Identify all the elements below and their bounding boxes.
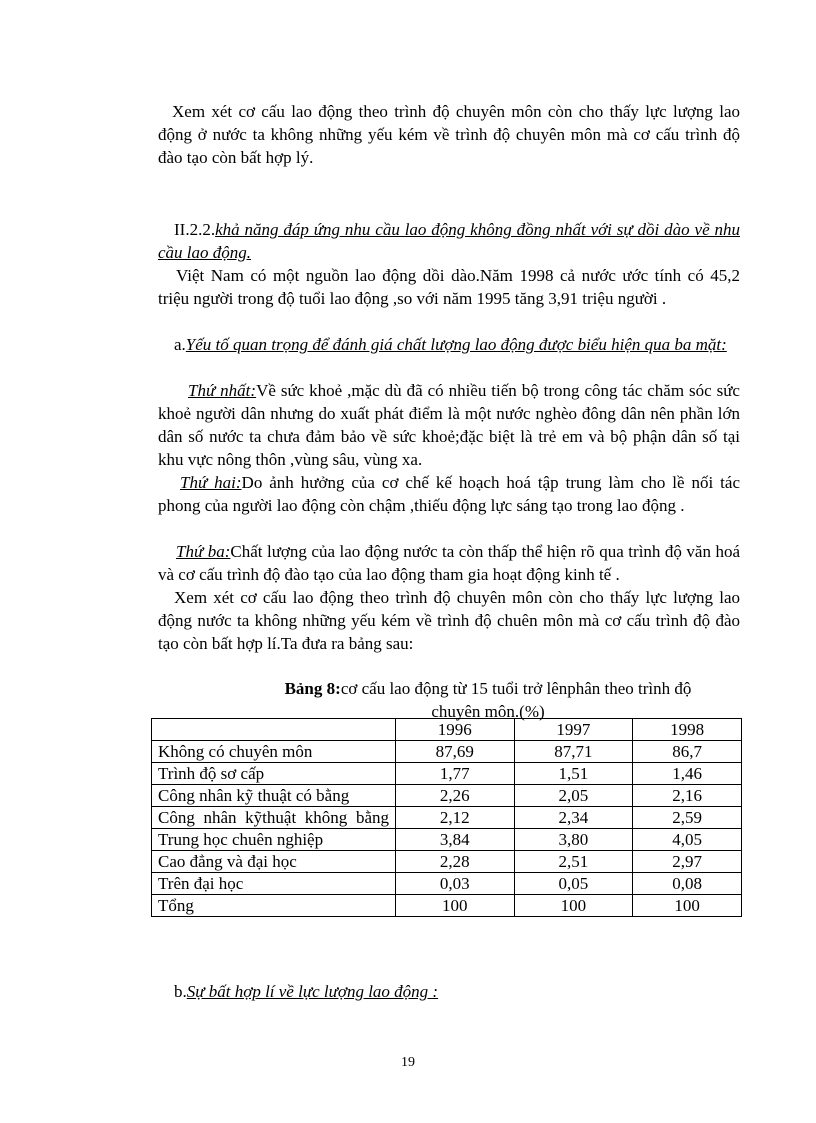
table-cell: 3,84 xyxy=(396,829,515,851)
item-work-style xyxy=(158,471,740,517)
section-title: khả năng đáp ứng nhu cầu lao động không đồng nhất với sự dồi dào về nhu cầu lao động. xyxy=(158,220,740,262)
table-row xyxy=(152,851,742,873)
table-cell: 2,59 xyxy=(633,807,742,829)
table-cell: 2,97 xyxy=(633,851,742,873)
table-cell: 87,71 xyxy=(514,741,633,763)
table-cell: 1,51 xyxy=(514,763,633,785)
table-cell: 1,46 xyxy=(633,763,742,785)
item-work-style-text: Do ảnh hưởng của cơ chế kế hoạch hoá tập trung làm cho lề nối tác phong của người lao động còn chậm ,thiếu động lực sáng tạo trong lao động . xyxy=(158,473,740,515)
paragraph-intro: Xem xét cơ cấu lao động theo trình độ chuyên môn còn cho thấy lực lượng lao động ở nước ta không những yếu kém về trình độ chuyên môn mà cơ cấu trình độ đào tạo còn bất hợp lý. xyxy=(158,102,740,167)
table-cell: 2,12 xyxy=(396,807,515,829)
subheading-a-title: Yếu tố quan trọng để đánh giá chất lượng lao động được biểu hiện qua ba mặt: xyxy=(185,335,727,354)
labor-qualification-table xyxy=(151,718,742,917)
table-cell: 2,26 xyxy=(396,785,515,807)
table-row xyxy=(152,785,742,807)
table-row-label: Trên đại học xyxy=(152,873,396,895)
table-cell: 4,05 xyxy=(633,829,742,851)
table-row-label: Công nhân kỹthuật không bằng xyxy=(152,807,396,829)
table-cell: 0,08 xyxy=(633,873,742,895)
table-row xyxy=(152,763,742,785)
table-caption-label: Bảng 8: xyxy=(284,679,341,698)
table-cell: 2,05 xyxy=(514,785,633,807)
paragraph-table-intro: Xem xét cơ cấu lao động theo trình độ chuyên môn còn cho thấy lực lượng lao động nước ta không những yếu kém về trình độ chuên môn mà cơ cấu trình độ đào tạo còn bất hợp lí.Ta đưa ra bảng sau: xyxy=(158,588,740,653)
table-caption xyxy=(230,677,746,723)
paragraph-labor-supply: Việt Nam có một nguồn lao động dồi dào.Năm 1998 cả nước ước tính có 45,2 triệu người trong độ tuổi lao động ,so với năm 1995 tăng 3,91 triệu người . xyxy=(158,266,740,308)
page-number: 19 xyxy=(401,1055,415,1070)
table-row-label: Trình độ sơ cấp xyxy=(152,763,396,785)
item-quality xyxy=(158,540,740,586)
subheading-b-prefix: b. xyxy=(174,982,187,1001)
table-cell: 86,7 xyxy=(633,741,742,763)
table-header-cell: 1996 xyxy=(396,719,515,741)
table-cell: 87,69 xyxy=(396,741,515,763)
table-header-cell xyxy=(152,719,396,741)
table-cell: 100 xyxy=(514,895,633,917)
table-cell: 100 xyxy=(633,895,742,917)
section-number: II.2.2. xyxy=(174,220,216,239)
table-row xyxy=(152,741,742,763)
table-cell: 2,34 xyxy=(514,807,633,829)
table-header-row xyxy=(152,719,742,741)
table-header-cell: 1997 xyxy=(514,719,633,741)
subheading-b xyxy=(158,980,740,1003)
item-health-label: Thứ nhất: xyxy=(188,381,257,400)
table-row xyxy=(152,829,742,851)
table-cell: 100 xyxy=(396,895,515,917)
section-heading xyxy=(158,218,740,264)
table-row-total xyxy=(152,895,742,917)
item-health-text: Về sức khoẻ ,mặc dù đã có nhiều tiến bộ trong công tác chăm sóc sức khoẻ người dân nhưng do xuất phát điểm là một nước nghèo đông dân nên phần lớn dân số nước ta chưa đảm bảo về sức khoẻ;đặc biệt là trẻ em và bộ phận dân số tại khu vực nông thôn ,vùng sâu, vùng xa. xyxy=(158,381,740,469)
table-row xyxy=(152,807,742,829)
subheading-b-title: Sự bất hợp lí về lực lượng lao động : xyxy=(186,982,439,1001)
table-row-label: Tổng xyxy=(152,895,396,917)
table-row-label: Không có chuyên môn xyxy=(152,741,396,763)
table-cell: 2,16 xyxy=(633,785,742,807)
item-work-style-label: Thứ hai: xyxy=(180,473,242,492)
subheading-a-prefix: a. xyxy=(174,335,186,354)
table-row xyxy=(152,873,742,895)
table-cell: 0,05 xyxy=(514,873,633,895)
table-cell: 2,28 xyxy=(396,851,515,873)
table-row-label: Công nhân kỹ thuật có bằng xyxy=(152,785,396,807)
table-cell: 0,03 xyxy=(396,873,515,895)
table-cell: 2,51 xyxy=(514,851,633,873)
table-row-label: Cao đẳng và đại học xyxy=(152,851,396,873)
subheading-a xyxy=(158,333,740,356)
item-quality-label: Thứ ba: xyxy=(176,542,231,561)
table-header-cell: 1998 xyxy=(633,719,742,741)
table-cell: 1,77 xyxy=(396,763,515,785)
item-quality-text: Chất lượng của lao động nước ta còn thấp thể hiện rõ qua trình độ văn hoá và cơ cấu trình độ đào tạo của lao động tham gia hoạt động kinh tế . xyxy=(158,542,740,584)
table-caption-text-line2: chuyên môn.(%) xyxy=(431,702,545,721)
table-cell: 3,80 xyxy=(514,829,633,851)
item-health xyxy=(158,379,740,471)
table-row-label: Trung học chuên nghiệp xyxy=(152,829,396,851)
table-caption-text: cơ cấu lao động từ 15 tuổi trở lênphân theo trình độ xyxy=(340,679,692,698)
